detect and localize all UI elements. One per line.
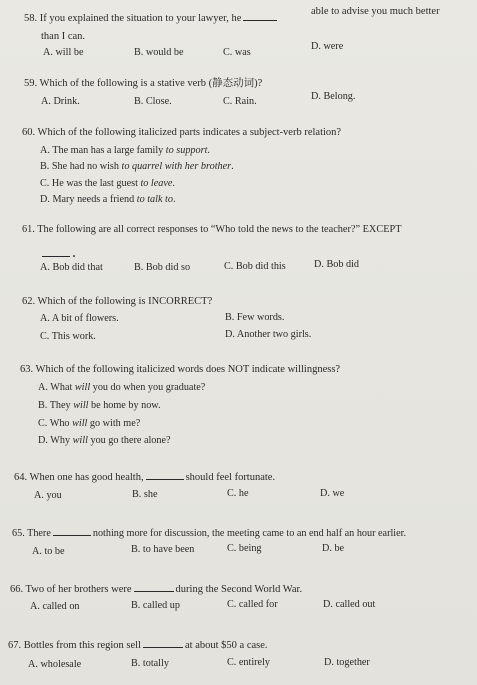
option-a: A. Drink. bbox=[41, 96, 80, 107]
option-b: B. Bob did so bbox=[134, 262, 191, 273]
question-stem: 62. Which of the following is INCORRECT? bbox=[22, 296, 213, 307]
italic-part: will bbox=[72, 418, 88, 429]
option-text: you do when you graduate? bbox=[90, 382, 206, 393]
option-b bbox=[38, 399, 161, 412]
stem-text: 66. Two of her brothers were bbox=[10, 584, 132, 595]
option-a bbox=[40, 144, 210, 157]
option-text: C. He was the last guest bbox=[40, 178, 141, 189]
italic-part: to quarrel with her brother bbox=[121, 161, 232, 172]
option-b: B. Few words. bbox=[225, 312, 285, 323]
question-stem bbox=[8, 638, 268, 652]
italic-part: will bbox=[73, 400, 89, 411]
stem-text-continued: able to advise you much better bbox=[311, 6, 440, 17]
option-d bbox=[40, 193, 176, 206]
stem-text: at about $50 a case. bbox=[185, 640, 268, 651]
stem-text: 58. If you explained the situation to your lawyer, he bbox=[24, 13, 242, 24]
option-c: C. entirely bbox=[227, 657, 271, 668]
italic-part: will bbox=[74, 382, 91, 393]
question-stem bbox=[24, 11, 279, 25]
question-stem: 63. Which of the following italicized words does NOT indicate willingness? bbox=[20, 364, 341, 375]
stem-text: 65. There bbox=[12, 528, 51, 539]
stem-text: should feel fortunate. bbox=[185, 472, 276, 483]
option-c bbox=[38, 417, 140, 430]
option-a bbox=[38, 381, 205, 394]
option-text: D. Mary needs a friend bbox=[40, 194, 137, 205]
option-text: you go there alone? bbox=[87, 435, 171, 446]
option-a: A. will be bbox=[43, 47, 84, 58]
option-text: be home by now. bbox=[88, 400, 161, 411]
option-d: D. Another two girls. bbox=[225, 329, 312, 340]
option-b: B. she bbox=[132, 489, 158, 500]
option-b: B. Close. bbox=[134, 96, 172, 107]
option-d: D. together bbox=[324, 657, 370, 668]
italic-part: to talk to bbox=[136, 194, 173, 205]
question-stem: 61. The following are all correct responses to “Who told the news to the teacher?” EXCEPT bbox=[22, 224, 402, 235]
option-a: A. wholesale bbox=[28, 659, 82, 670]
option-text: C. Who bbox=[38, 418, 73, 429]
option-d: D. Belong. bbox=[311, 91, 356, 102]
option-d bbox=[38, 434, 171, 447]
question-stem bbox=[14, 470, 275, 484]
option-punct: . bbox=[172, 194, 176, 205]
option-d: D. be bbox=[322, 543, 345, 554]
italic-part: to leave bbox=[140, 178, 173, 189]
option-b: B. called up bbox=[131, 600, 180, 611]
option-c: C. was bbox=[223, 47, 251, 58]
option-punct: . bbox=[207, 145, 210, 156]
option-text: go with me? bbox=[87, 418, 141, 429]
option-d: D. called out bbox=[323, 599, 376, 610]
option-punct: . bbox=[231, 161, 234, 172]
option-c: C. Bob did this bbox=[224, 261, 286, 272]
question-stem bbox=[10, 582, 302, 596]
option-text: A. What bbox=[38, 382, 75, 393]
option-b: B. to have been bbox=[131, 544, 195, 555]
option-d: D. were bbox=[311, 41, 344, 52]
option-punct: . bbox=[172, 178, 175, 189]
option-b: B. would be bbox=[134, 47, 184, 58]
stem-text: 64. When one has good health, bbox=[14, 472, 144, 483]
option-c: C. This work. bbox=[40, 331, 96, 342]
option-c: C. being bbox=[227, 543, 262, 554]
answer-blank bbox=[146, 470, 184, 480]
option-a: A. to be bbox=[32, 546, 65, 557]
question-stem bbox=[12, 526, 406, 540]
answer-blank: . bbox=[40, 244, 76, 262]
option-a: A. you bbox=[34, 490, 62, 501]
answer-blank bbox=[243, 11, 277, 21]
stem-text-continued: than I can. bbox=[41, 31, 86, 42]
option-b bbox=[40, 160, 234, 173]
italic-part: will bbox=[72, 435, 88, 446]
option-a: A. A bit of flowers. bbox=[40, 313, 119, 324]
italic-part: to support bbox=[165, 145, 208, 156]
stem-text: nothing more for discussion, the meeting came to an end half an hour earlier. bbox=[92, 528, 407, 539]
option-c: C. he bbox=[227, 488, 249, 499]
option-text: B. She had no wish bbox=[40, 161, 122, 172]
stem-text: during the Second World War. bbox=[175, 584, 303, 595]
question-stem: 59. Which of the following is a stative verb (静态动词)? bbox=[24, 78, 263, 89]
option-b: B. totally bbox=[131, 658, 169, 669]
option-d: D. we bbox=[320, 488, 345, 499]
option-c: C. called for bbox=[227, 599, 278, 610]
option-c bbox=[40, 177, 175, 190]
answer-blank bbox=[53, 526, 91, 536]
answer-blank bbox=[143, 638, 183, 648]
option-text: A. The man has a large family bbox=[40, 145, 166, 156]
question-stem: 60. Which of the following italicized parts indicates a subject-verb relation? bbox=[22, 127, 342, 138]
option-c: C. Rain. bbox=[223, 96, 257, 107]
option-text: D. Why bbox=[38, 435, 73, 446]
option-text: B. They bbox=[38, 400, 74, 411]
option-d: D. Bob did bbox=[314, 259, 359, 270]
option-a: A. Bob did that bbox=[40, 262, 103, 273]
answer-blank bbox=[134, 582, 174, 592]
option-a: A. called on bbox=[30, 601, 80, 612]
stem-text: 67. Bottles from this region sell bbox=[8, 640, 141, 651]
